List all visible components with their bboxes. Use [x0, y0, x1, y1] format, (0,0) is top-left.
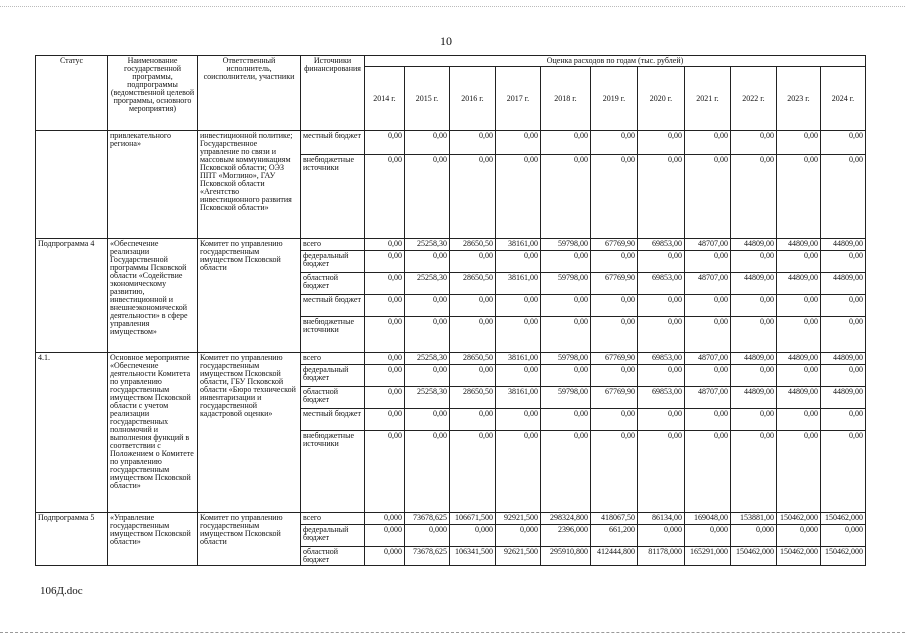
expense-value: 44809,00 — [777, 353, 821, 365]
funding-source: внебюджетные источники — [301, 431, 365, 513]
header-estimate: Оценка расходов по годам (тыс. рублей) — [365, 56, 866, 67]
expense-value: 0,00 — [685, 317, 731, 353]
header-year: 2018 г. — [541, 67, 591, 131]
expense-value: 150462,000 — [731, 547, 777, 566]
expense-value: 0,00 — [365, 317, 405, 353]
header-name: Наименование государственной программы, подпрограммы (ведомственной целевой программы, основного мероприятия) — [108, 56, 198, 131]
expense-value: 2396,000 — [541, 525, 591, 547]
expense-value: 69853,00 — [638, 273, 685, 295]
expense-value: 0,00 — [638, 317, 685, 353]
expense-value: 0,00 — [638, 251, 685, 273]
expense-value: 0,00 — [638, 409, 685, 431]
expense-value: 59798,00 — [541, 387, 591, 409]
expense-value: 0,00 — [496, 317, 541, 353]
funding-source: федеральный бюджет — [301, 251, 365, 273]
expense-value: 0,00 — [450, 251, 496, 273]
expense-value: 0,00 — [777, 365, 821, 387]
expense-value: 0,00 — [591, 295, 638, 317]
scan-edge-top — [0, 0, 905, 7]
expense-value: 0,00 — [405, 409, 450, 431]
expense-value: 44809,00 — [731, 387, 777, 409]
expense-value: 0,000 — [365, 525, 405, 547]
expense-value: 0,00 — [541, 155, 591, 239]
table-row — [36, 353, 866, 365]
expense-value: 38161,00 — [496, 273, 541, 295]
expense-value: 48707,00 — [685, 353, 731, 365]
header-year: 2022 г. — [731, 67, 777, 131]
expense-value: 412444,800 — [591, 547, 638, 566]
expense-value: 0,00 — [777, 431, 821, 513]
expense-value: 106671,500 — [450, 513, 496, 525]
expense-value: 0,00 — [365, 155, 405, 239]
expense-value: 69853,00 — [638, 353, 685, 365]
expense-value: 0,00 — [450, 295, 496, 317]
expense-value: 48707,00 — [685, 273, 731, 295]
expense-value: 0,00 — [405, 431, 450, 513]
expense-value: 0,00 — [777, 409, 821, 431]
expense-value: 0,00 — [731, 251, 777, 273]
expense-value: 0,00 — [821, 251, 866, 273]
expense-value: 44809,00 — [821, 353, 866, 365]
expense-value: 0,00 — [821, 365, 866, 387]
expense-value: 0,000 — [685, 525, 731, 547]
expense-value: 44809,00 — [821, 387, 866, 409]
expense-value: 0,00 — [405, 155, 450, 239]
expense-value: 0,00 — [591, 317, 638, 353]
expense-value: 0,00 — [365, 251, 405, 273]
expense-value: 0,00 — [731, 409, 777, 431]
expense-value: 0,00 — [821, 409, 866, 431]
expense-value: 0,00 — [450, 409, 496, 431]
expense-value: 661,200 — [591, 525, 638, 547]
expense-value: 0,00 — [541, 431, 591, 513]
expense-value: 0,00 — [450, 155, 496, 239]
funding-source: внебюджетные источники — [301, 317, 365, 353]
header-year: 2015 г. — [405, 67, 450, 131]
expense-value: 0,000 — [731, 525, 777, 547]
expense-value: 0,00 — [405, 365, 450, 387]
header-sources: Источники финансирования — [301, 56, 365, 131]
expense-value: 0,00 — [496, 409, 541, 431]
expense-value: 86134,00 — [638, 513, 685, 525]
expense-value: 0,00 — [365, 131, 405, 155]
block-status: Подпрограмма 4 — [36, 239, 108, 353]
expense-value: 28650,50 — [450, 239, 496, 251]
expense-value: 0,00 — [365, 273, 405, 295]
expense-value: 0,00 — [365, 387, 405, 409]
funding-source: местный бюджет — [301, 131, 365, 155]
header-year: 2021 г. — [685, 67, 731, 131]
expense-value: 38161,00 — [496, 353, 541, 365]
expense-value: 0,000 — [821, 525, 866, 547]
expense-value: 69853,00 — [638, 387, 685, 409]
header-year: 2020 г. — [638, 67, 685, 131]
expense-value: 0,00 — [638, 365, 685, 387]
expense-value: 25258,30 — [405, 239, 450, 251]
header-executor: Ответственный исполнитель, соисполнители, участники — [198, 56, 301, 131]
expense-value: 0,00 — [496, 251, 541, 273]
scan-edge-bottom — [0, 632, 905, 634]
expense-value: 0,00 — [731, 295, 777, 317]
expense-value: 0,00 — [450, 365, 496, 387]
block-name: «Обеспечение реализации Государственной программы Псковской области «Содействие экономическому развитию, инвестиционной и внешнеэкономической деятельности» в сфере управления имуществом» — [108, 239, 198, 353]
expense-value: 38161,00 — [496, 387, 541, 409]
expense-value: 0,00 — [541, 131, 591, 155]
block-name: Основное мероприятие «Обеспечение деятельности Комитета по управлению государственным имуществом Псковской области с учетом реализации государственных полномочий и выполнения функций в соответствии с Положением о Комитете по управлению государственным имуществом Псковской области» — [108, 353, 198, 513]
funding-source: областной бюджет — [301, 273, 365, 295]
expense-value: 0,00 — [541, 317, 591, 353]
expense-value: 0,00 — [591, 431, 638, 513]
expense-value: 106341,500 — [450, 547, 496, 566]
expense-value: 0,00 — [777, 295, 821, 317]
expense-value: 28650,50 — [450, 353, 496, 365]
funding-source: федеральный бюджет — [301, 365, 365, 387]
expense-value: 295910,800 — [541, 547, 591, 566]
expense-value: 0,00 — [591, 131, 638, 155]
expense-value: 0,00 — [777, 251, 821, 273]
expense-value: 0,00 — [405, 251, 450, 273]
funding-source: всего — [301, 353, 365, 365]
expense-value: 0,00 — [731, 365, 777, 387]
block-executor: Комитет по управлению государственным имуществом Псковской области, ГБУ Псковской области «Бюро технической инвентаризации и государственной кадастровой оценки» — [198, 353, 301, 513]
block-status — [36, 131, 108, 239]
expense-value: 0,00 — [496, 431, 541, 513]
header-year: 2017 г. — [496, 67, 541, 131]
block-executor: инвестиционной политике; Государственное управление по связи и массовым коммуникациям Псковской области; ОЭЗ ППТ «Моглино», ГАУ Псковской области «Агентство инвестиционного развития Псковской области» — [198, 131, 301, 239]
expense-value: 25258,30 — [405, 353, 450, 365]
expense-value: 0,00 — [541, 409, 591, 431]
expense-value: 44809,00 — [777, 239, 821, 251]
expense-value: 59798,00 — [541, 239, 591, 251]
expense-value: 0,00 — [450, 131, 496, 155]
expense-value: 44809,00 — [731, 273, 777, 295]
expense-value: 0,00 — [731, 155, 777, 239]
expense-value: 0,00 — [365, 431, 405, 513]
expense-value: 44809,00 — [777, 273, 821, 295]
expense-value: 0,00 — [496, 131, 541, 155]
expense-value: 67769,90 — [591, 239, 638, 251]
expense-table — [35, 55, 866, 566]
expense-value: 0,00 — [365, 295, 405, 317]
header-year: 2014 г. — [365, 67, 405, 131]
expense-value: 0,00 — [685, 131, 731, 155]
header-year: 2019 г. — [591, 67, 638, 131]
expense-value: 44809,00 — [777, 387, 821, 409]
expense-value: 0,00 — [365, 365, 405, 387]
expense-value: 0,00 — [777, 317, 821, 353]
expense-value: 0,00 — [685, 365, 731, 387]
page-number: 10 — [440, 34, 452, 48]
expense-value: 0,00 — [405, 317, 450, 353]
expense-value: 0,00 — [685, 155, 731, 239]
expense-value: 28650,50 — [450, 273, 496, 295]
expense-value: 0,00 — [591, 365, 638, 387]
expense-value: 150462,000 — [777, 547, 821, 566]
expense-value: 0,00 — [541, 295, 591, 317]
expense-value: 0,00 — [365, 353, 405, 365]
expense-value: 0,00 — [821, 317, 866, 353]
expense-value: 28650,50 — [450, 387, 496, 409]
expense-value: 73678,625 — [405, 547, 450, 566]
block-status: 4.1. — [36, 353, 108, 513]
header-year: 2023 г. — [777, 67, 821, 131]
expense-value: 0,00 — [821, 155, 866, 239]
table-row — [36, 513, 866, 525]
expense-value: 81178,000 — [638, 547, 685, 566]
block-name: «Управление государственным имуществом Псковской области» — [108, 513, 198, 566]
expense-value: 0,00 — [685, 431, 731, 513]
expense-value: 0,00 — [685, 409, 731, 431]
funding-source: местный бюджет — [301, 295, 365, 317]
expense-value: 0,00 — [496, 365, 541, 387]
expense-value: 150462,000 — [821, 513, 866, 525]
expense-value: 44809,00 — [821, 273, 866, 295]
expense-value: 0,00 — [496, 295, 541, 317]
expense-value: 48707,00 — [685, 239, 731, 251]
expense-value: 0,00 — [777, 155, 821, 239]
block-executor: Комитет по управлению государственным имуществом Псковской области — [198, 513, 301, 566]
expense-value: 92621,500 — [496, 547, 541, 566]
expense-value: 44809,00 — [821, 239, 866, 251]
expense-value: 59798,00 — [541, 273, 591, 295]
table-row — [36, 239, 866, 251]
expense-value: 0,000 — [450, 525, 496, 547]
header-year: 2024 г. — [821, 67, 866, 131]
expense-value: 150462,000 — [821, 547, 866, 566]
expense-value: 0,00 — [638, 295, 685, 317]
expense-value: 169048,00 — [685, 513, 731, 525]
expense-value: 69853,00 — [638, 239, 685, 251]
expense-value: 153881,00 — [731, 513, 777, 525]
funding-source: областной бюджет — [301, 547, 365, 566]
expense-value: 0,00 — [731, 431, 777, 513]
expense-value: 0,00 — [821, 295, 866, 317]
expense-value: 0,00 — [365, 239, 405, 251]
expense-value: 0,00 — [777, 131, 821, 155]
header-status: Статус — [36, 56, 108, 131]
block-name: привлекательного региона» — [108, 131, 198, 239]
block-executor: Комитет по управлению государственным имуществом Псковской области — [198, 239, 301, 353]
expense-value: 0,00 — [821, 131, 866, 155]
expense-value: 0,000 — [496, 525, 541, 547]
expense-value: 0,00 — [685, 251, 731, 273]
expense-value: 0,00 — [591, 155, 638, 239]
expense-value: 0,00 — [365, 409, 405, 431]
expense-value: 0,000 — [365, 547, 405, 566]
expense-value: 150462,000 — [777, 513, 821, 525]
expense-value: 59798,00 — [541, 353, 591, 365]
expense-value: 0,00 — [821, 431, 866, 513]
expense-value: 0,00 — [450, 431, 496, 513]
expense-value: 0,00 — [405, 131, 450, 155]
expense-value: 67769,90 — [591, 273, 638, 295]
expense-value: 0,00 — [638, 155, 685, 239]
expense-value: 0,00 — [591, 251, 638, 273]
expense-value: 25258,30 — [405, 387, 450, 409]
header-year: 2016 г. — [450, 67, 496, 131]
expense-value: 0,00 — [731, 131, 777, 155]
expense-value: 0,000 — [777, 525, 821, 547]
expense-value: 25258,30 — [405, 273, 450, 295]
funding-source: федеральный бюджет — [301, 525, 365, 547]
expense-value: 0,00 — [450, 317, 496, 353]
block-status: Подпрограмма 5 — [36, 513, 108, 566]
expense-value: 48707,00 — [685, 387, 731, 409]
expense-value: 0,00 — [405, 295, 450, 317]
expense-value: 418067,50 — [591, 513, 638, 525]
funding-source: областной бюджет — [301, 387, 365, 409]
expense-value: 0,00 — [685, 295, 731, 317]
expense-value: 44809,00 — [731, 239, 777, 251]
expense-value: 67769,90 — [591, 387, 638, 409]
expense-value: 0,00 — [731, 317, 777, 353]
expense-value: 38161,00 — [496, 239, 541, 251]
expense-value: 165291,000 — [685, 547, 731, 566]
expense-value: 0,000 — [365, 513, 405, 525]
expense-value: 0,00 — [638, 131, 685, 155]
table-row — [36, 131, 866, 155]
expense-value: 0,00 — [541, 365, 591, 387]
expense-value: 0,000 — [405, 525, 450, 547]
expense-value: 298324,800 — [541, 513, 591, 525]
funding-source: всего — [301, 239, 365, 251]
expense-value: 0,00 — [541, 251, 591, 273]
expense-value: 0,000 — [638, 525, 685, 547]
expense-value: 73678,625 — [405, 513, 450, 525]
footer-filename: 106Д.doc — [40, 585, 83, 597]
expense-value: 92921,500 — [496, 513, 541, 525]
expense-value: 44809,00 — [731, 353, 777, 365]
funding-source: всего — [301, 513, 365, 525]
expense-value: 0,00 — [591, 409, 638, 431]
expense-value: 67769,90 — [591, 353, 638, 365]
funding-source: местный бюджет — [301, 409, 365, 431]
expense-value: 0,00 — [638, 431, 685, 513]
funding-source: внебюджетные источники — [301, 155, 365, 239]
expense-value: 0,00 — [496, 155, 541, 239]
